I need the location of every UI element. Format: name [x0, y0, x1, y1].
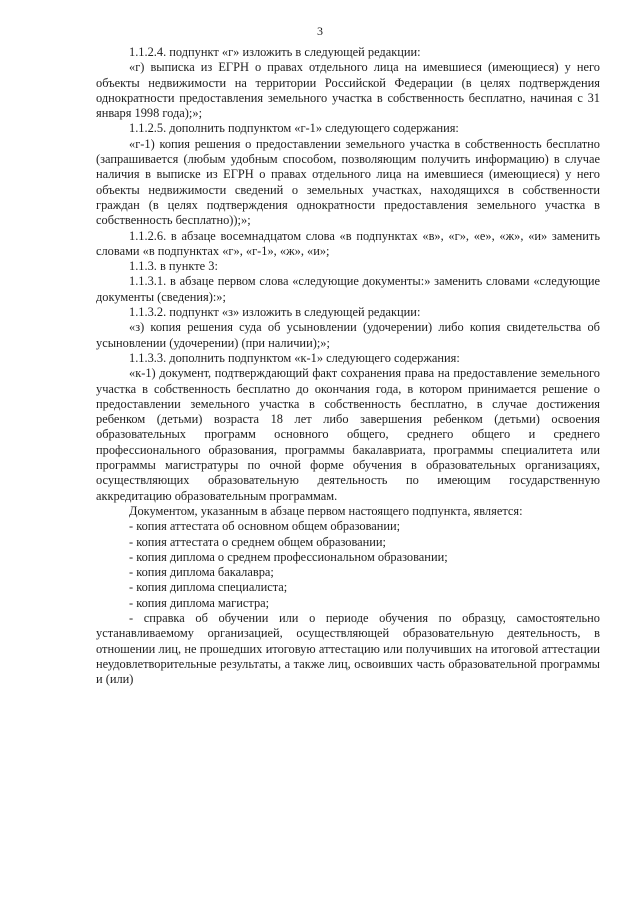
- paragraph: «з) копия решения суда об усыновлении (удочерении) либо копия свидетельства об усыновлении (удочерении) (при наличии);»;: [96, 320, 600, 350]
- paragraph: 1.1.3.2. подпункт «з» изложить в следующей редакции:: [129, 305, 421, 320]
- paragraph: 1.1.2.6. в абзаце восемнадцатом слова «в подпунктах «в», «г», «е», «ж», «и» заменить словами «в подпунктах «г», «г-1», «ж», «и»;: [96, 228, 600, 258]
- document-body: [96, 45, 600, 687]
- paragraph: 1.1.3.3. дополнить подпунктом «к-1» следующего содержания:: [129, 350, 460, 365]
- list-item: - копия диплома о среднем профессиональном образовании;: [129, 549, 448, 564]
- paragraph: 1.1.2.5. дополнить подпунктом «г-1» следующего содержания:: [129, 121, 459, 136]
- paragraph: «к-1) документ, подтверждающий факт сохранения права на предоставление земельного участка в собственность бесплатно до окончания года, в котором принимается решение о предоставлении земельного участка в собственность бесплатно, в случае достижения ребенком (детьми) возраста 18 лет либо завершения ребенком (детьми) освоения образовательных программ основного общего, среднего общего и среднего профессионального образования, программы бакалавриата, программы специалитета или программы магистратуры по очной форме обучения в образовательных организациях, осуществляющих образовательную деятельность по имеющим государственную аккредитацию образовательным программам.: [96, 366, 600, 503]
- list-item: - справка об обучении или о периоде обучения по образцу, самостоятельно устанавливаемому организацией, осуществляющей образовательную деятельность, в отношении лиц, не прошедших итоговую аттестацию или получивших на итоговой аттестации неудовлетворительные результаты, а также лиц, освоивших часть образовательной программы и (или): [96, 610, 600, 687]
- list-item: - копия диплома бакалавра;: [129, 565, 274, 580]
- paragraph: 1.1.3. в пункте 3:: [129, 259, 218, 274]
- paragraph: Документом, указанным в абзаце первом настоящего подпункта, является:: [129, 503, 523, 518]
- list-item: - копия диплома специалиста;: [129, 580, 288, 595]
- list-item: - копия аттестата о среднем общем образовании;: [129, 534, 387, 549]
- paragraph: 1.1.3.1. в абзаце первом слова «следующие документы:» заменить словами «следующие документы (сведения):»;: [96, 274, 600, 304]
- list-item: - копия аттестата об основном общем образовании;: [129, 519, 401, 534]
- paragraph: 1.1.2.4. подпункт «г» изложить в следующей редакции:: [129, 45, 421, 59]
- list-item: - копия диплома магистра;: [129, 595, 270, 610]
- paragraph: «г-1) копия решения о предоставлении земельного участка в собственность бесплатно (запрашивается (любым удобным способом, позволяющим получить информацию) в случае наличия в выписке из ЕГРН о правах отдельного лица на имевшиеся (имеющиеся) у него объекты недвижимости сведений о земельных участках, находящихся в собственности граждан (в целях подтверждения однократности предоставления земельного участка в собственность бесплатно));»;: [96, 136, 600, 228]
- paragraph: «г) выписка из ЕГРН о правах отдельного лица на имевшиеся (имеющиеся) у него объекты недвижимости на территории Российской Федерации (в целях подтверждения однократности предоставления земельного участка в собственность бесплатно, начиная с 31 января 1998 года);»;: [96, 60, 600, 121]
- page-number: 3: [317, 24, 323, 38]
